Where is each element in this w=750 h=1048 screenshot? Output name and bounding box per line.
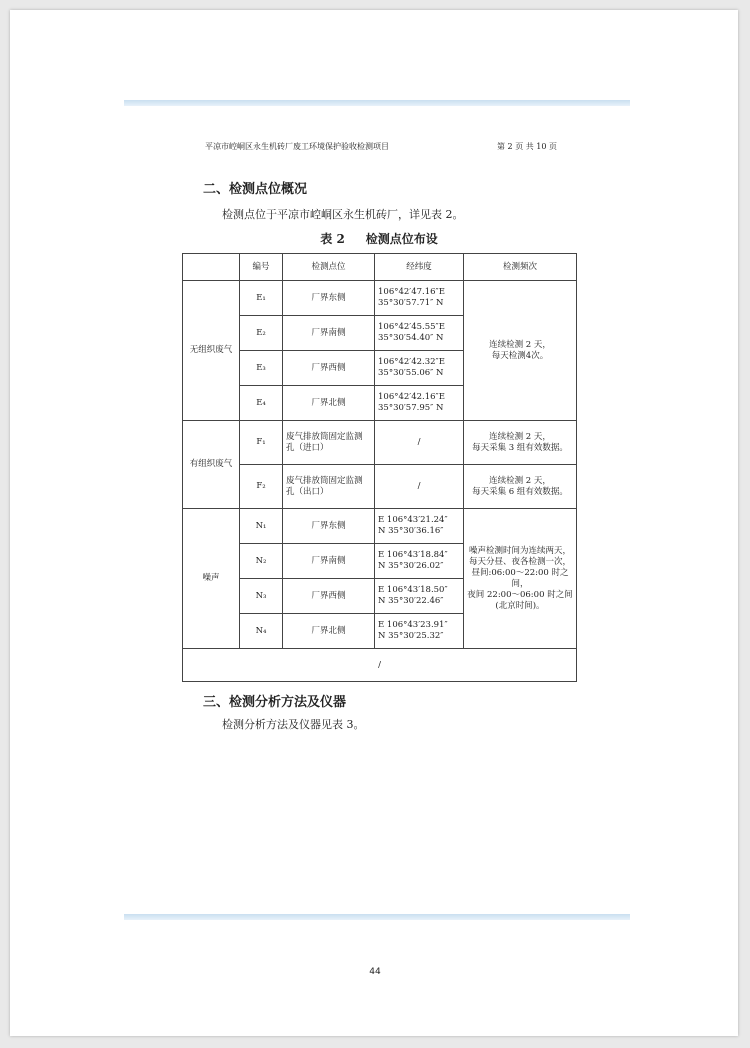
frequency-cell: 连续检测 2 天， 每天采集 3 组有效数据。 (464, 421, 577, 465)
id-cell: F₁ (240, 421, 283, 465)
header-cell: 经纬度 (375, 254, 464, 281)
header-cell: 编号 (240, 254, 283, 281)
location-cell: 厂界东侧 (283, 281, 375, 316)
coords-cell: 106°42′42.16″E 35°30′57.95″ N (375, 386, 464, 421)
coords-cell: 106°42′42.32″E 35°30′55.06″ N (375, 351, 464, 386)
location-cell: 厂界东侧 (283, 509, 375, 544)
scan-edge-top (124, 100, 630, 106)
section-3-title: 三、检测分析方法及仪器 (203, 695, 347, 710)
location-cell: 厂界北侧 (283, 614, 375, 649)
id-cell: E₃ (240, 351, 283, 386)
id-cell: N₃ (240, 579, 283, 614)
table-caption: 表 2 检测点位布设 (320, 232, 438, 246)
coords-cell: 106°42′45.55″E 35°30′54.40″ N (375, 316, 464, 351)
table-row (183, 421, 577, 465)
header-cell-empty (183, 254, 240, 281)
id-cell: E₄ (240, 386, 283, 421)
location-cell: 厂界西侧 (283, 351, 375, 386)
header-page-info: 第 2 页 共 10 页 (497, 142, 557, 151)
id-cell: N₂ (240, 544, 283, 579)
section-3-text: 检测分析方法及仪器见表 3。 (222, 718, 365, 731)
location-cell: 厂界西侧 (283, 579, 375, 614)
coords-cell: E 106°43′18.84″ N 35°30′26.02″ (375, 544, 464, 579)
location-cell: 厂界南侧 (283, 544, 375, 579)
header-title: 平凉市崆峒区永生机砖厂废工环境保护验收检测项目 (205, 142, 389, 151)
scan-edge-bottom (124, 914, 630, 920)
id-cell: F₂ (240, 465, 283, 509)
category-cell: 有组织废气 (183, 421, 240, 509)
section-2-text: 检测点位于平凉市崆峒区永生机砖厂，详见表 2。 (222, 208, 464, 221)
page-header (205, 141, 557, 152)
monitoring-points-table (182, 253, 577, 682)
section-2-title: 二、检测点位概况 (203, 182, 308, 197)
table-row (183, 465, 577, 509)
last-row-cell: / (183, 649, 577, 682)
coords-cell: / (375, 421, 464, 465)
page-number: 44 (369, 967, 381, 977)
coords-cell: E 106°43′21.24″ N 35°30′36.16″ (375, 509, 464, 544)
location-cell: 废气排放筒固定监测 孔（出口） (283, 465, 375, 509)
id-cell: N₄ (240, 614, 283, 649)
frequency-cell: 噪声检测时间为连续两天， 每天分昼、夜各检测一次， 昼间:06:00～22:00 时之间， 夜间 22:00～06:00 时之间 (北京时间)。 (464, 509, 577, 649)
frequency-cell: 连续检测 2 天， 每天检测4次。 (464, 281, 577, 421)
location-cell: 厂界南侧 (283, 316, 375, 351)
table-last-row (183, 649, 577, 682)
header-cell: 检测频次 (464, 254, 577, 281)
table-row (183, 509, 577, 544)
coords-cell: 106°42′47.16″E 35°30′57.71″ N (375, 281, 464, 316)
category-cell: 噪声 (183, 509, 240, 649)
table-row (183, 281, 577, 316)
coords-cell: E 106°43′18.50″ N 35°30′22.46″ (375, 579, 464, 614)
coords-cell: E 106°43′23.91″ N 35°30′25.32″ (375, 614, 464, 649)
id-cell: E₂ (240, 316, 283, 351)
coords-cell: / (375, 465, 464, 509)
location-cell: 废气排放筒固定监测 孔（进口） (283, 421, 375, 465)
id-cell: N₁ (240, 509, 283, 544)
id-cell: E₁ (240, 281, 283, 316)
location-cell: 厂界北侧 (283, 386, 375, 421)
table-header-row (183, 254, 577, 281)
category-cell: 无组织废气 (183, 281, 240, 421)
frequency-cell: 连续检测 2 天， 每天采集 6 组有效数据。 (464, 465, 577, 509)
header-cell: 检测点位 (283, 254, 375, 281)
